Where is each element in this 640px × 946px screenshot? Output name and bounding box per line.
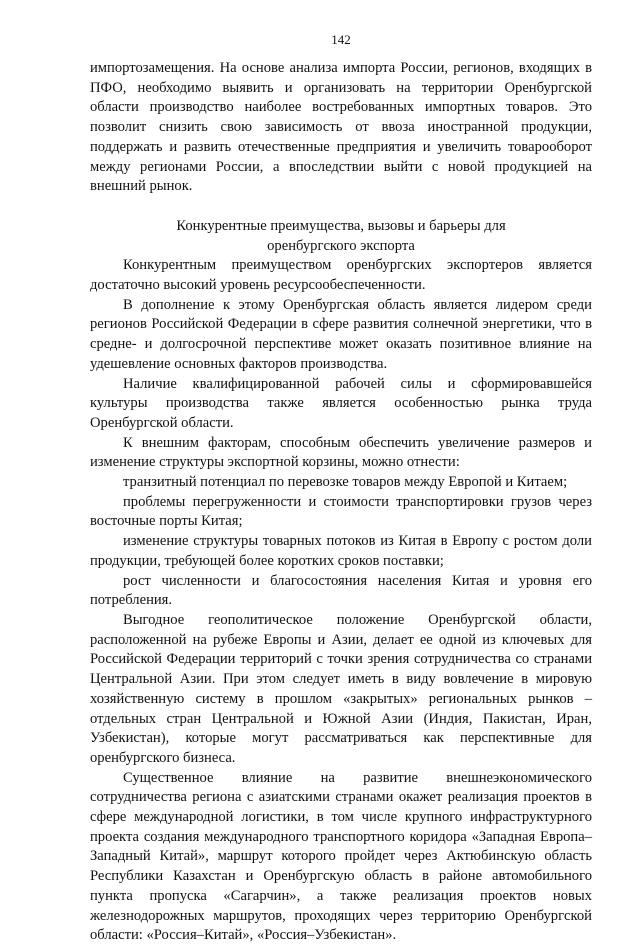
list-item: проблемы перегруженности и стоимости транспортировки грузов через восточные порты Китая; xyxy=(90,493,592,530)
page-number: 142 xyxy=(331,32,351,47)
section-gap xyxy=(90,197,592,207)
paragraph: Конкурентным преимуществом оренбургских экспортеров является достаточно высокий уровень ресурсообеспеченности. xyxy=(90,257,592,294)
paragraph-continuation: импортозамещения. На основе анализа импорта России, регионов, входящих в ПФО, необходимо выявить и организовать на территории Оренбургской области производство наиболее востребованных импортных товаров. Это позволит снизить свою зависимость от ввоза иностранной продукции, поддержать и развить отечественные предприятия и увеличить товарооборот между регионами России, а впоследствии выйти с новой продукцией на внешний рынок. xyxy=(90,60,592,195)
section-heading xyxy=(90,217,592,256)
section-heading-line-2: оренбургского экспорта xyxy=(267,237,415,254)
list-item: рост численности и благосостояния населения Китая и уровня его потребления. xyxy=(90,572,592,609)
paragraph: Существенное влияние на развитие внешнеэкономического сотрудничества региона с азиатскими странами окажет реализация проектов в сфере международной логистики, в том числе крупного инфраструктурного проекта создания международного транспортного коридора «Западная Европа–Западный Китай», маршрут которого пройдет через Актюбинскую область Республики Казахстан и Оренбургскую область в районе автомобильного пункта пропуска «Сагарчин», а также реализация проектов новых железнодорожных маршрутов, проходящих через территорию Оренбургской области: «Россия–Китай», «Россия–Узбекистан». xyxy=(90,769,592,944)
list-item: транзитный потенциал по перевозке товаров между Европой и Китаем; xyxy=(123,474,568,491)
paragraph: Наличие квалифицированной рабочей силы и сформировавшейся культуры производства также является особенностью рынка труда Оренбургской области. xyxy=(90,375,592,431)
paragraph: Выгодное геополитическое положение Оренбургской области, расположенной на рубеже Европы и Азии, делает ее одной из ключевых для Российской Федерации территорий с точки зрения сотрудничества со странами Центральной Азии. При этом следует иметь в виду вовлечение в мировую хозяйственную систему в прошлом «закрытых» региональных рынков – отдельных стран Центральной и Южной Азии (Индия, Пакистан, Иран, Узбекистан), которые могут рассматриваться как перспективные для оренбургского бизнеса. xyxy=(90,611,592,766)
section-heading-line-1: Конкурентные преимущества, вызовы и барьеры для xyxy=(176,217,506,234)
paragraph: К внешним факторам, способным обеспечить увеличение размеров и изменение структуры экспортной корзины, можно отнести: xyxy=(90,434,592,471)
paragraph: В дополнение к этому Оренбургская область является лидером среди регионов Российской Федерации в сфере развития солнечной энергетики, что в средне- и долгосрочной перспективе может оказать позитивное влияние на удешевление основных факторов производства. xyxy=(90,296,592,372)
list-item: изменение структуры товарных потоков из Китая в Европу с ростом доли продукции, требующей более коротких сроков поставки; xyxy=(90,533,592,569)
